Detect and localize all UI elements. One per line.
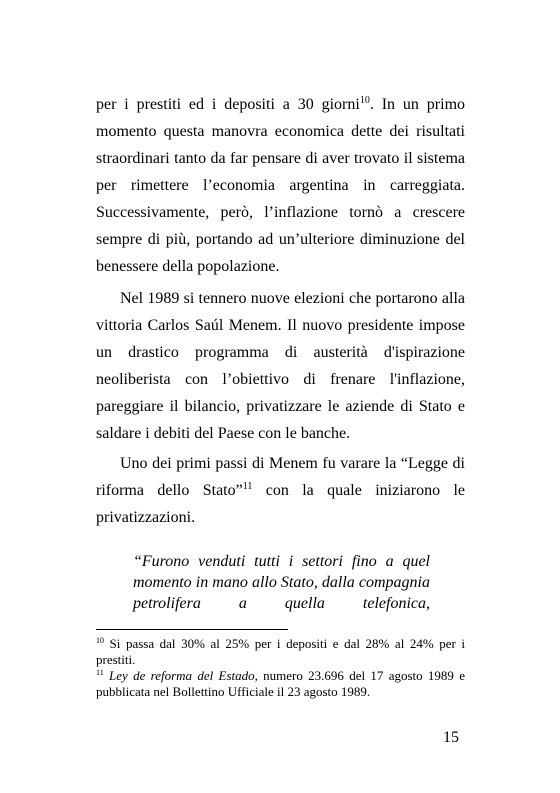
- footnote-title: Ley de reforma del Estado: [109, 668, 255, 683]
- footnote-number: 11: [96, 668, 104, 677]
- block-quote: [133, 551, 430, 614]
- paragraph-text: per i prestiti ed i depositi a 30 giorni: [96, 96, 360, 113]
- footnote-ref-10[interactable]: 10: [359, 95, 370, 106]
- page-number: 15: [443, 729, 459, 746]
- footnote-separator: [96, 629, 288, 630]
- quote-text: “Furono venduti tutti i settori fino a quel momento in mano allo Stato, dalla compagnia petrolifera a quella telefonica,: [133, 553, 430, 612]
- footnotes: [96, 636, 465, 700]
- paragraph-text: . In un primo momento questa manovra economica dette dei risultati straordinari tanto da far pensare di aver trovato il sistema per rimettere l’economia argentina in carreggiata. Successivamente, però, l’inflazione tornò a crescere sempre di più, portando ad un’ulteriore diminuzione del benessere della popolazione.: [96, 96, 466, 275]
- footnote-11: [96, 668, 465, 700]
- paragraph-text: Nel 1989 si tennero nuove elezioni che portarono alla vittoria Carlos Saúl Menem. Il nuovo presidente impose un drastico programma di austerità d'ispirazione neoliberista con l’obiettivo di frenare l'inflazione, pareggiare il bilancio, privatizzare le aziende di Stato e saldare i debiti del Paese con le banche.: [96, 290, 465, 442]
- footnote-text: Si passa dal 30% al 25% per i depositi e dal 28% al 24% per i prestiti.: [96, 636, 465, 667]
- paragraph-text: con la quale iniziarono le privatizzazioni.: [96, 482, 465, 526]
- paragraph-text: Uno dei primi passi di Menem fu varare la “Legge di riforma dello Stato”: [96, 455, 465, 499]
- footnote-10: [96, 636, 465, 668]
- footnote-number: 10: [96, 636, 104, 645]
- footnote-text: , numero 23.696 del 17 agosto 1989 e pubblicata nel Bollettino Ufficiale il 23 agosto 1989.: [96, 668, 465, 699]
- footnote-ref-11[interactable]: 11: [242, 481, 253, 492]
- body-paragraph-1: [96, 91, 465, 280]
- body-paragraph-2: [96, 285, 465, 447]
- body-paragraph-3: [96, 450, 465, 531]
